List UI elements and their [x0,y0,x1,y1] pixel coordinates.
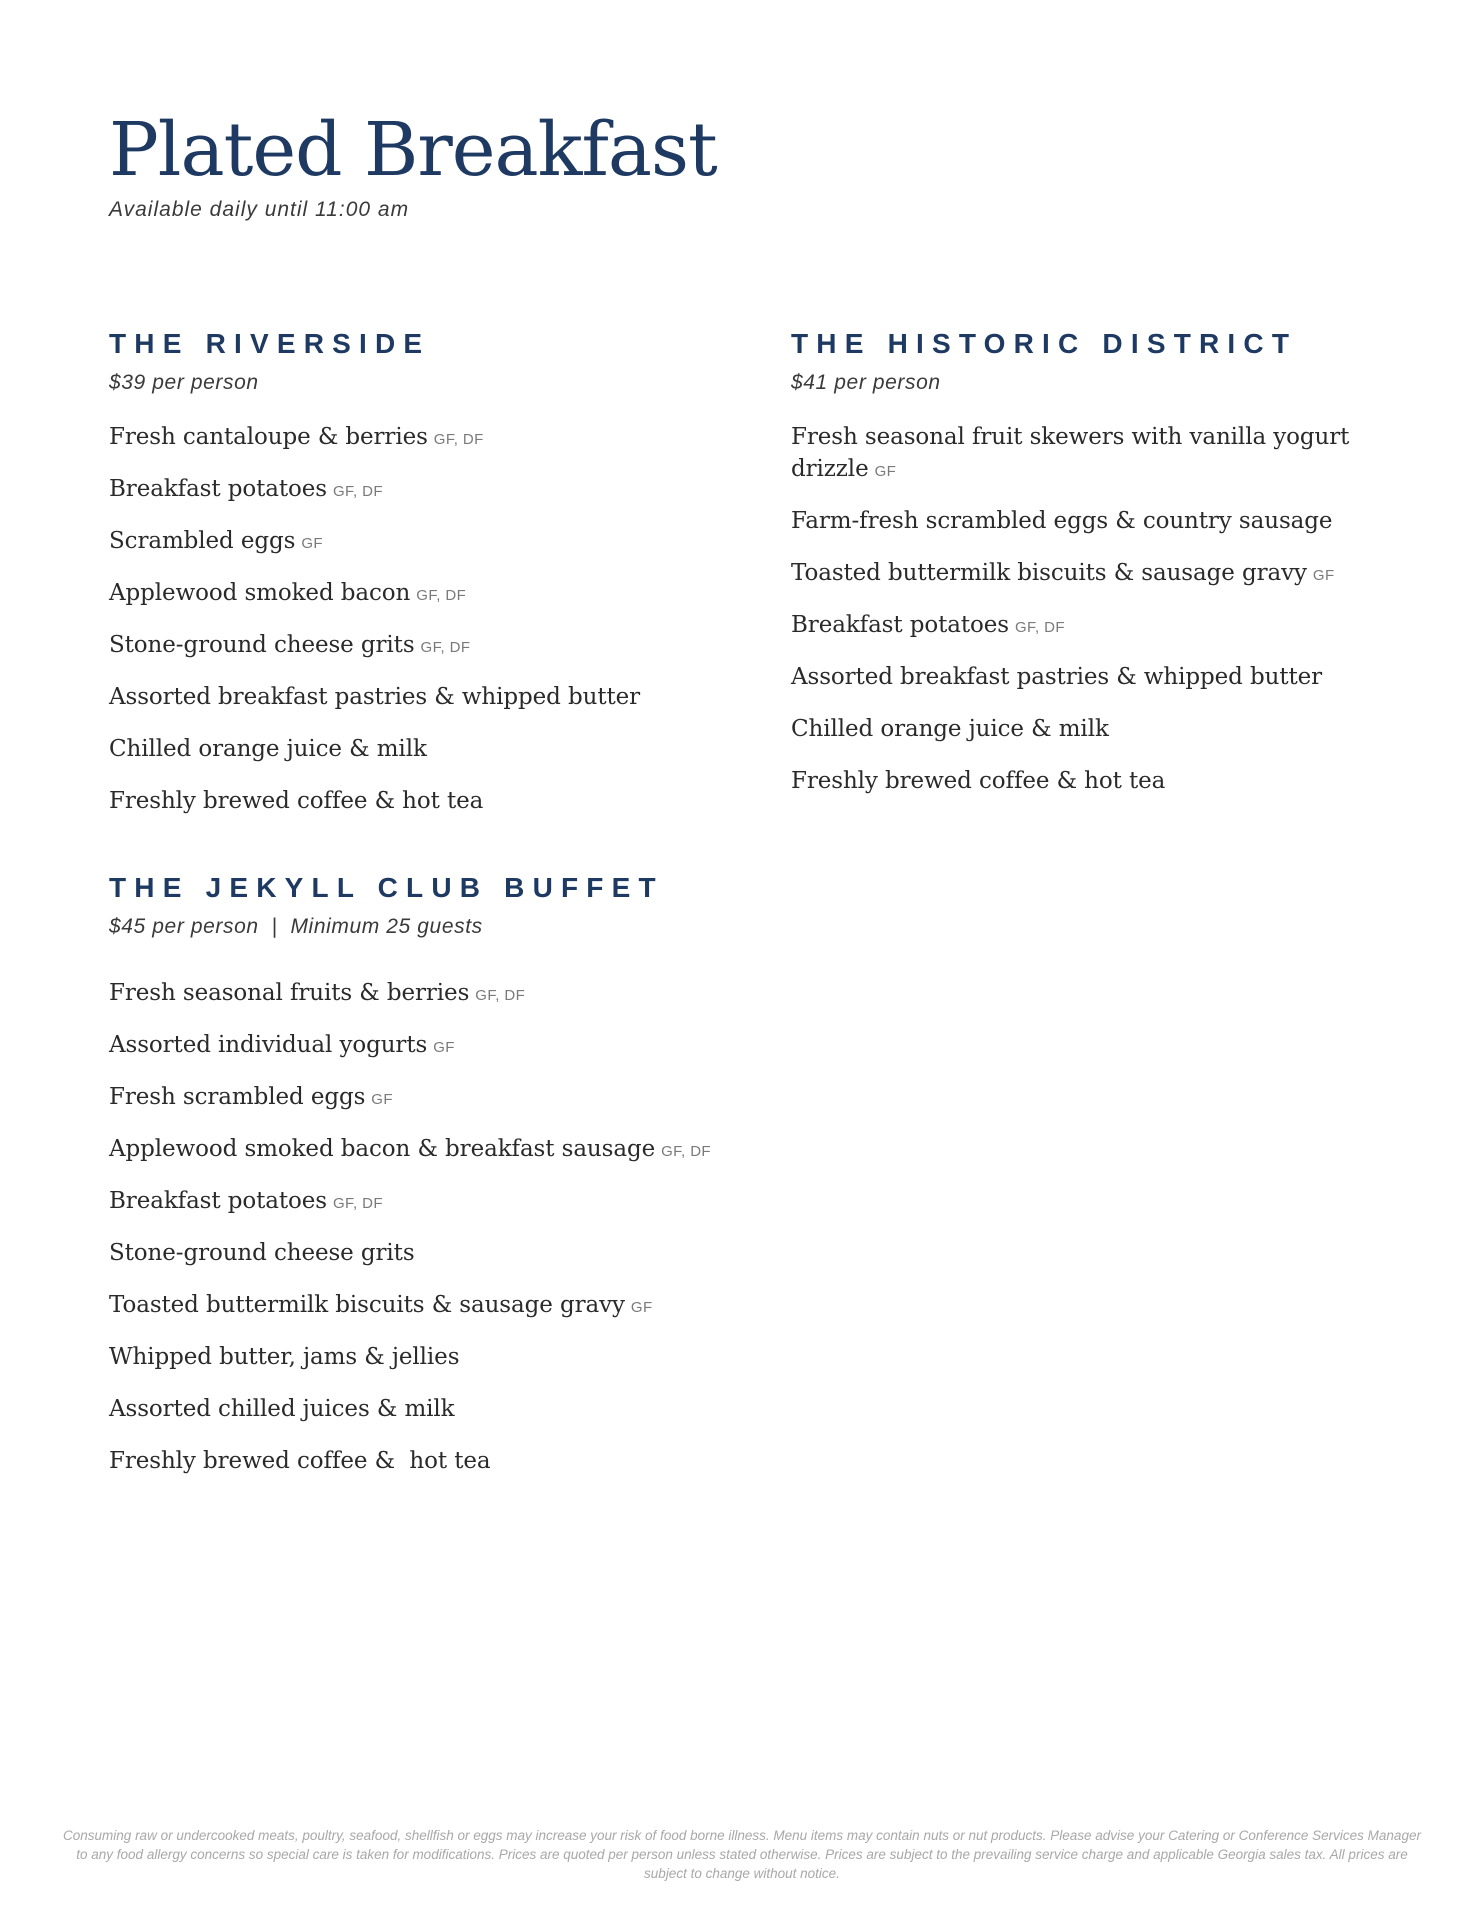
dietary-tag: GF, DF [1014,619,1065,636]
menu-item [791,661,1351,696]
menu-item [791,713,1351,748]
menu-item [109,1081,729,1116]
menu-item-name: Fresh seasonal fruits & berries [109,980,470,1006]
menu-item [109,577,729,612]
menu-item [791,505,1351,540]
page-title: Plated Breakfast [109,107,717,193]
menu-item-name: Chilled orange juice & milk [791,716,1109,742]
menu-item-name: Freshly brewed coffee & hot tea [109,1448,491,1474]
menu-item-name: Fresh cantaloupe & berries [109,424,428,450]
menu-item-name: Assorted chilled juices & milk [109,1396,455,1422]
menu-item [791,421,1351,488]
menu-item-list [109,977,729,1480]
menu-item-name: Breakfast potatoes [109,476,327,502]
menu-item-name: Fresh seasonal fruit skewers with vanilla yogurt drizzle [791,424,1350,482]
menu-item-name: Fresh scrambled eggs [109,1084,366,1110]
menu-item-name: Whipped butter, jams & jellies [109,1344,460,1370]
menu-item [109,681,729,716]
menu-item-name: Scrambled eggs [109,528,296,554]
menu-item [109,1237,729,1272]
menu-section-historic-district [791,330,1351,817]
menu-section-jekyll-club-buffet [109,874,729,1497]
menu-item [791,765,1351,800]
menu-item-name: Applewood smoked bacon & breakfast sausage [109,1136,656,1162]
menu-item [791,557,1351,592]
menu-item-name: Stone-ground cheese grits [109,632,415,658]
menu-item-name: Toasted buttermilk biscuits & sausage gravy [109,1292,625,1318]
menu-item [109,1029,729,1064]
dietary-tag: GF [1312,567,1335,584]
section-price: $41 per person [791,371,941,394]
section-price: $45 per person | Minimum 25 guests [109,915,483,938]
menu-item [109,977,729,1012]
menu-item-name: Freshly brewed coffee & hot tea [109,788,484,814]
menu-item [109,1341,729,1376]
section-title: THE HISTORIC DISTRICT [791,328,1298,359]
disclaimer-text: Consuming raw or undercooked meats, poultry, seafood, shellfish or eggs may increase your risk of food borne illness. Menu items may contain nuts or nut products. Please advise your Catering or Conference Services Manager to any food allergy concerns so special care is taken for modifications. Prices are quoted per person unless stated otherwise. Prices are subject to the prevailing service charge and applicable Georgia sales tax. All prices are subject to change without notice. [63,1828,1421,1881]
dietary-tag: GF, DF [661,1143,711,1160]
menu-item [109,1445,729,1480]
menu-item-name: Assorted breakfast pastries & whipped butter [109,684,641,710]
section-price: $39 per person [109,371,259,394]
menu-item [109,1393,729,1428]
menu-item-name: Freshly brewed coffee & hot tea [791,768,1166,794]
menu-item-list [109,421,729,820]
dietary-tag: GF, DF [475,987,526,1004]
menu-item [109,1133,729,1168]
section-title: THE JEKYLL CLUB BUFFET [109,872,664,903]
menu-item [109,629,729,664]
dietary-tag: GF [371,1091,393,1108]
menu-item [109,785,729,820]
menu-item [109,1185,729,1220]
dietary-tag: GF, DF [416,587,467,604]
dietary-tag: GF, DF [332,483,383,500]
menu-item [109,1289,729,1324]
dietary-tag: GF, DF [420,639,471,656]
menu-item [109,525,729,560]
menu-item [109,421,729,456]
dietary-tag: GF [874,463,897,480]
dietary-tag: GF, DF [332,1195,383,1212]
menu-item-name: Assorted individual yogurts [109,1032,428,1058]
menu-item-list [791,421,1351,800]
menu-section-riverside [109,330,729,837]
menu-item-name: Assorted breakfast pastries & whipped butter [791,664,1323,690]
page-subtitle: Available daily until 11:00 am [109,198,410,221]
dietary-tag: GF, DF [433,431,484,448]
dietary-tag: GF [433,1039,455,1056]
menu-item-name: Breakfast potatoes [791,612,1009,638]
menu-item-name: Breakfast potatoes [109,1188,327,1214]
menu-item-name: Chilled orange juice & milk [109,736,427,762]
dietary-tag: GF [301,535,323,552]
section-title: THE RIVERSIDE [109,328,431,359]
menu-item [109,473,729,508]
menu-item-name: Applewood smoked bacon [109,580,411,606]
menu-item-name: Toasted buttermilk biscuits & sausage gravy [791,560,1307,586]
menu-item [109,733,729,768]
menu-item [791,609,1351,644]
dietary-tag: GF [630,1299,653,1316]
menu-item-name: Farm-fresh scrambled eggs & country sausage [791,508,1333,534]
menu-item-name: Stone-ground cheese grits [109,1240,415,1266]
